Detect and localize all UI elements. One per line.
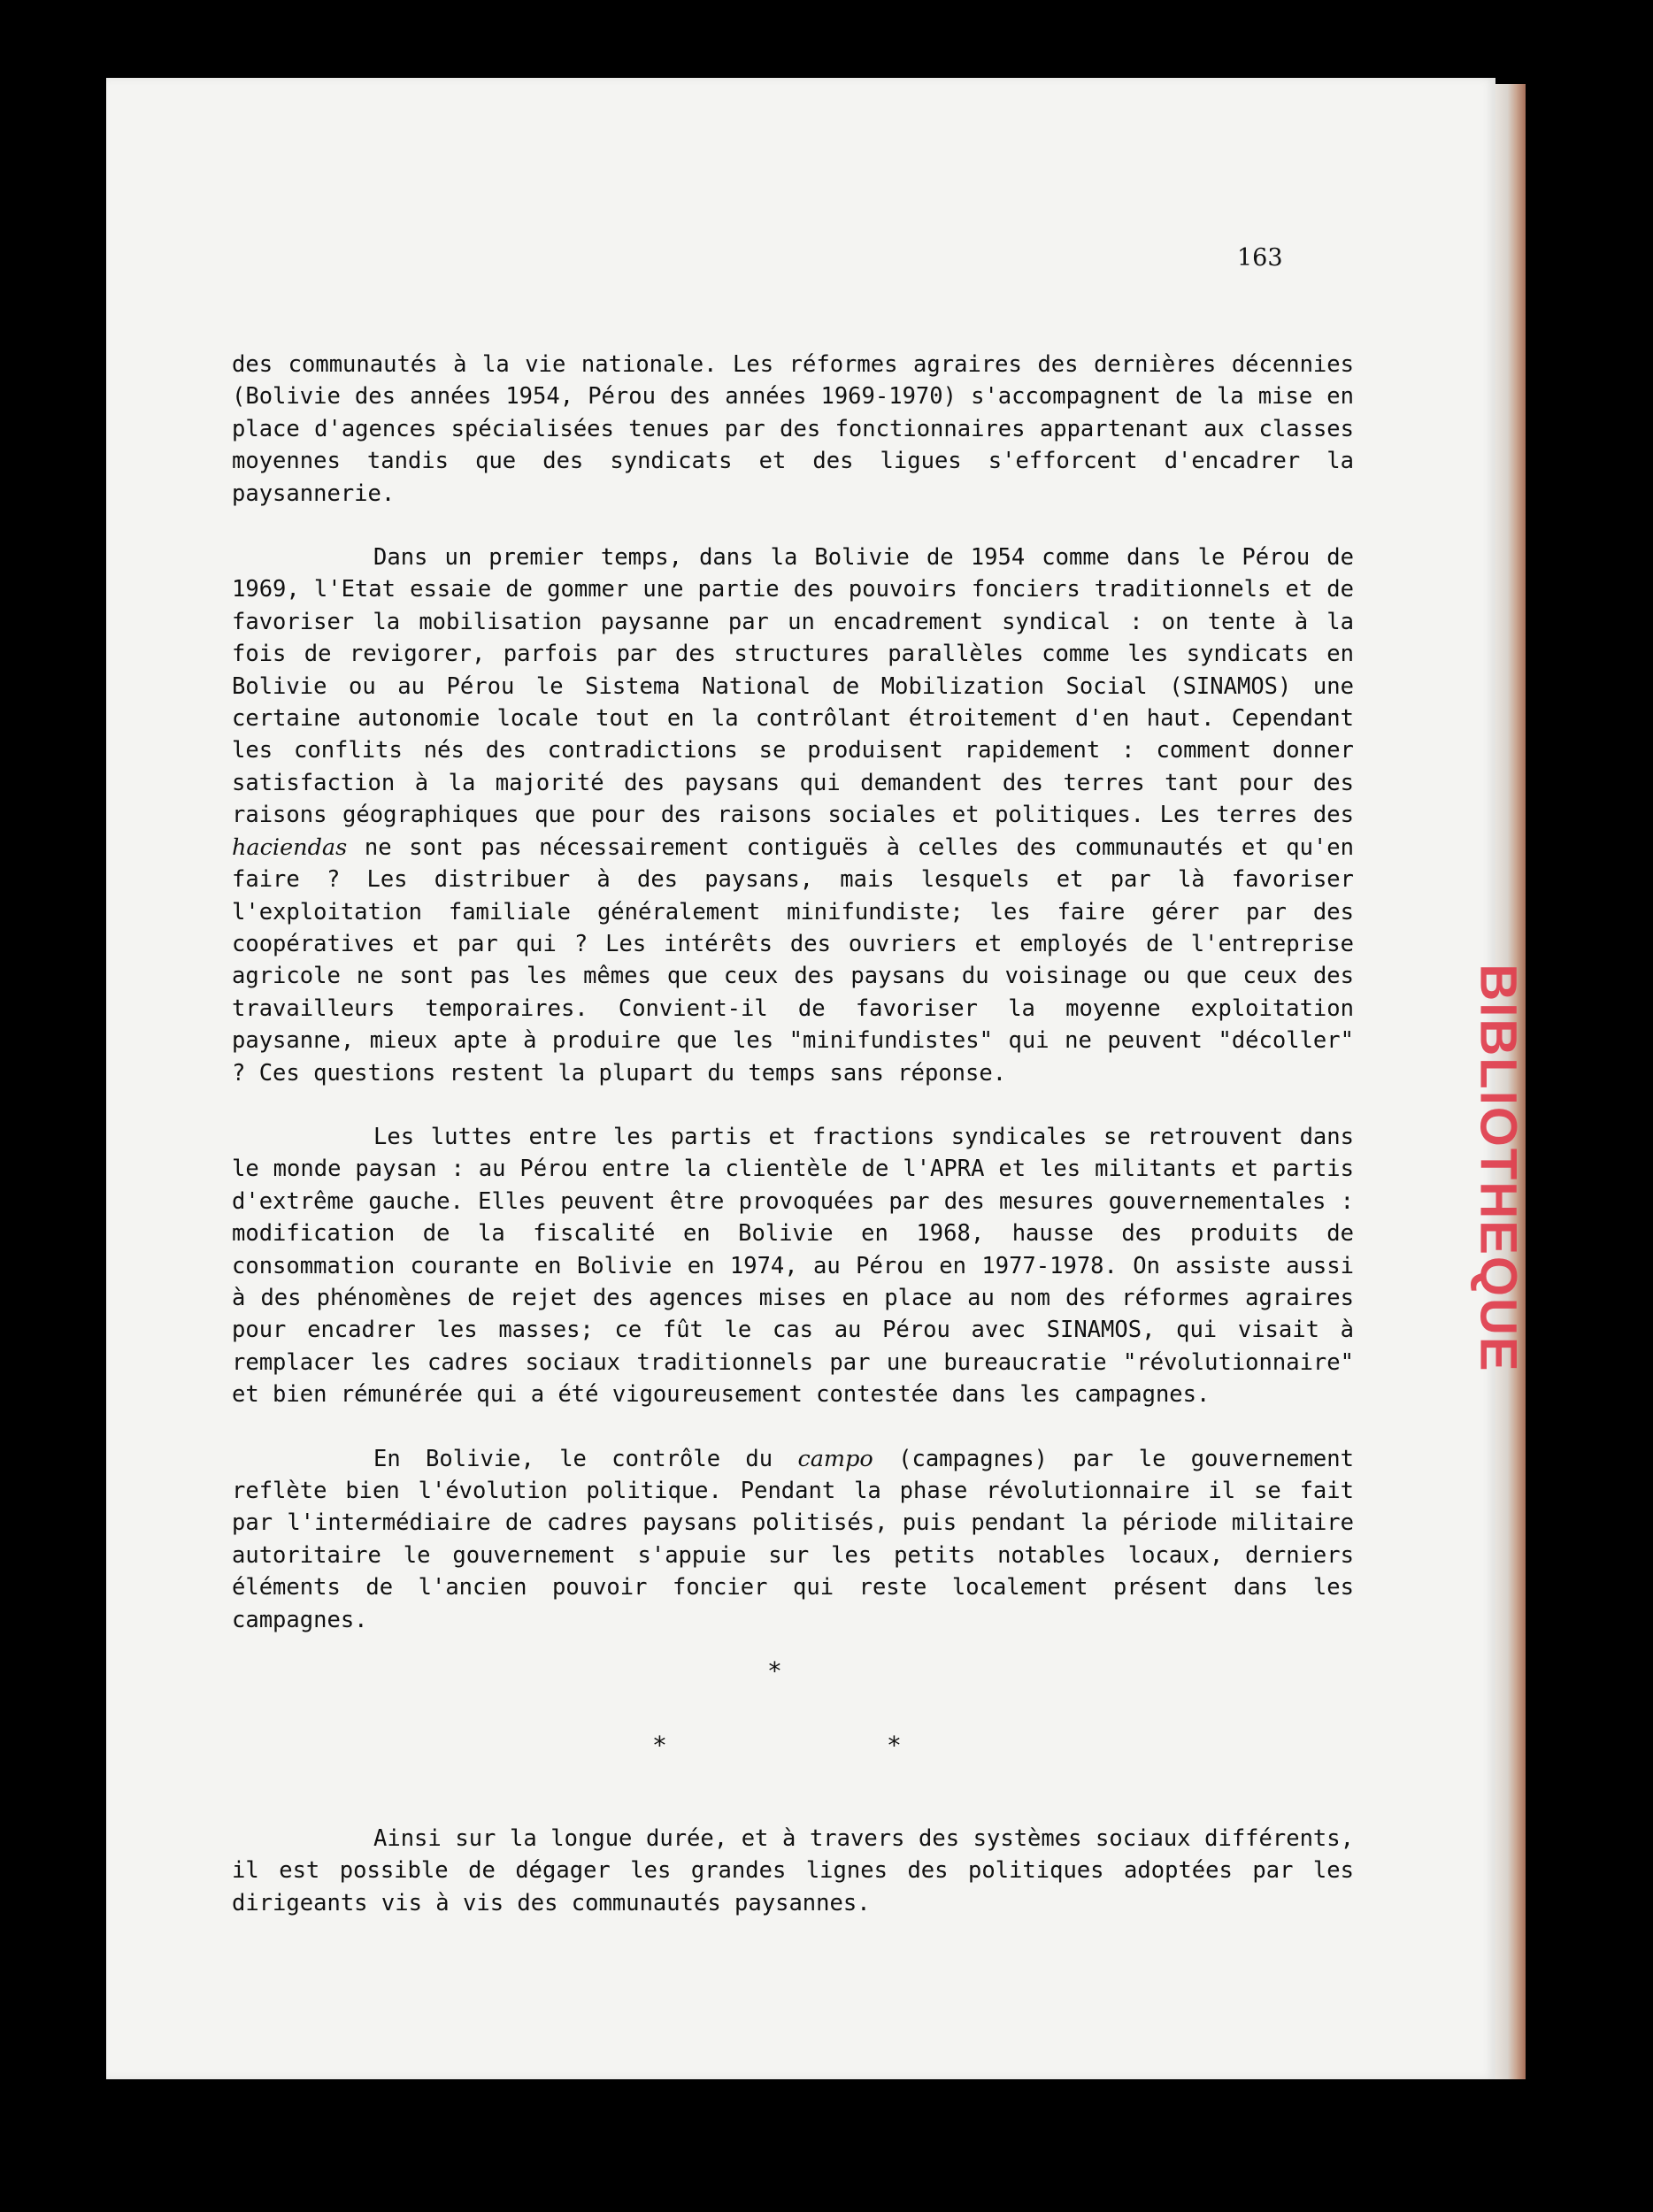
- body-text: [232, 349, 1354, 1668]
- asterisk: *: [887, 1731, 902, 1760]
- closing-text: [232, 1823, 1354, 1951]
- paragraph-text: (campagnes) par le gouvernement reflète bien l'évolution politique. Pendant la phase révolutionnaire il se fait par l'intermédiaire de cadres paysans politisés, puis pendant la période militaire autoritaire le gouvernement s'appuie sur les petits notables locaux, derniers éléments de l'ancien pouvoir foncier qui reste localement présent dans les campagnes.: [232, 1445, 1354, 1633]
- library-stamp: BIBLIOTHEQUE: [1469, 963, 1527, 1373]
- paragraph: Les luttes entre les partis et fractions syndicales se retrouvent dans le monde paysan : au Pérou entre la clientèle de l'APRA et les militants et partis d'extrême gauche. Elles peuvent être provoquées par des mesures gouvernementales : modification de la fiscalité en Bolivie en 1968, hausse des produits de consommation courante en Bolivie en 1974, au Pérou en 1977-1978. On assiste aussi à des phénomènes de rejet des agences mises en place au nom des réformes agraires pour encadrer les masses; ce fût le cas au Pérou avec SINAMOS, qui visait à remplacer les cadres sociaux traditionnels par une bureaucratie "révolutionnaire" et bien rémunérée qui a été vigoureusement contestée dans les campagnes.: [232, 1123, 1354, 1409]
- page-number: 163: [1237, 244, 1283, 272]
- paragraph-text: ne sont pas nécessairement contiguës à celles des communautés et qu'en faire ? Les distribuer à des paysans, mais lesquels et par là favoriser l'exploitation familiale généralement minifundiste; les faire gérer par des coopératives et par qui ? Les intérêts des ouvriers et employés de l'entreprise agricole ne sont pas les mêmes que ceux des paysans du voisinage ou que ceux des travailleurs temporaires. Convient-il de favoriser la moyenne exploitation paysanne, mieux apte à produire que les "minifundistes" qui ne peuvent "décoller" ? Ces questions restent la plupart du temps sans réponse.: [232, 833, 1354, 1087]
- asterisk: *: [652, 1731, 667, 1760]
- paragraph-text: Dans un premier temps, dans la Bolivie de 1954 comme dans le Pérou de 1969, l'Etat essaie de gommer une partie des pouvoirs fonciers traditionnels et de favoriser la mobilisation paysanne par un encadrement syndical : on tente à la fois de revigorer, parfois par des structures parallèles comme les syndicats en Bolivie ou au Pérou le Sistema National de Mobilization Social (SINAMOS) une certaine autonomie locale tout en la contrôlant étroitement d'en haut. Cependant les conflits nés des contradictions se produisent rapidement : comment donner satisfaction à la majorité des paysans qui demandent des terres tant pour des raisons géographiques que pour des raisons sociales et politiques. Les terres des: [232, 544, 1354, 829]
- asterisk: *: [767, 1656, 782, 1686]
- italic-term: haciendas: [232, 833, 348, 861]
- paragraph: des communautés à la vie nationale. Les réformes agraires des dernières décennies (Bolivie des années 1954, Pérou des années 1969-1970) s'accompagnent de la mise en place d'agences spécialisées tenues par des fonctionnaires appartenant aux classes moyennes tandis que des syndicats et des ligues s'efforcent d'encadrer la paysannerie.: [232, 351, 1354, 507]
- paragraph: [232, 541, 1354, 1089]
- paragraph: Ainsi sur la longue durée, et à travers des systèmes sociaux différents, il est possible de dégager les grandes lignes des politiques adoptées par les dirigeants vis à vis des communautés paysannes.: [232, 1825, 1354, 1916]
- section-separator: [232, 1656, 1354, 1760]
- paragraph: [232, 1443, 1354, 1636]
- italic-term: campo: [797, 1445, 873, 1472]
- paragraph-text: En Bolivie, le contrôle du: [373, 1445, 798, 1472]
